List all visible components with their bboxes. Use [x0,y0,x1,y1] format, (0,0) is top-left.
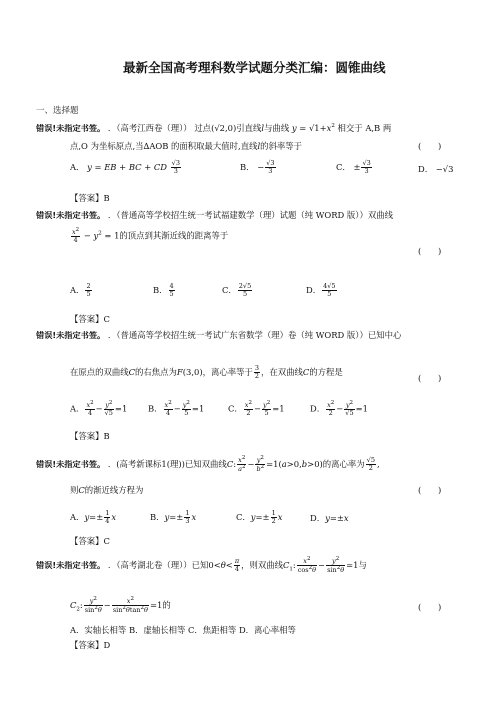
question-5-answer: 【答案】D [70,640,111,650]
question-1: 错误!未指定书签。 ．（高考江西卷（理）） 过点(√2,0)引直线l与曲线 $y = √1+x^2$ 相交于 A,B 两 [36,123,392,133]
question-1-option-d: D． −√3 [418,164,454,174]
question-5-options: A．实轴长相等 B．虚轴长相等 C．焦距相等 D．离心率相等 [70,625,296,635]
question-3-answer: 【答案】B [70,431,110,441]
question-3: 错误!未指定书签。 ．（普通高等学校招生统一考试广东省数学（理）卷（纯 WORD 版））已知中心 [36,330,402,340]
question-2-line2: $\frac{x^2}{4}$ − $y^2 = 1$的顶点到其渐近线的距离等于 [72,227,229,244]
question-1-options: A． y = EB + BC + CD $\frac{√3}{3}$ [70,159,180,175]
question-1-answer: 【答案】B [70,193,110,203]
question-1-line2: 点,O 为坐标原点,当∆AOB 的面积取最大值时,直线l的斜率等于 [70,141,303,151]
question-4-answer: 【答案】C [70,536,110,546]
question-4-line2: 则C的渐近线方程为 [70,485,144,495]
section-heading: 一、选择题 [36,106,79,116]
question-5-line2: $C_2$: $\frac{y^2}{\sin^2\theta}$ − $\frac{x^2}{\sin^2\theta\tan^2\theta}$ =1的 [70,596,171,615]
question-2: 错误!未指定书签。 ．（普通高等学校招生统一考试福建数学（理）试题（纯 WORD 版））双曲线 [36,210,393,220]
error-label: 错误!未指定书签。 [36,123,106,133]
question-3-options: A． $\frac{x^2}{4}$ − $\frac{y^2}{√5}$ =1 [70,400,128,417]
question-5: 错误!未指定书签。 ．（高考湖北卷（理））已知0<θ< $\frac{\pi}{4}$ ，则双曲线$C_1$: $\frac{x^2}{\cos^2\theta}$ − $\frac{y^2}{\sin^2\theta}$ =1与 [36,556,367,575]
question-2-options: A． $\frac{2}{5}$ [70,282,91,298]
question-1-option-c: C． ± $\frac{√3}{3}$ [336,159,371,175]
question-2-answer: 【答案】C [70,314,110,324]
question-4: 错误!未指定书签。 ．(高考新课标1(理))已知双曲线C: $\frac{x^2}{a^2}$ − $\frac{y^2}{b^2}$ =1(a>0,b>0)的离心率为 $\frac{√5}{2}$ , [36,455,380,474]
question-4-options: A．y=± $\frac{1}{4}$ x [70,509,117,525]
answer-blank: ( ) [418,141,442,151]
page-title: 最新全国高考理科数学试题分类汇编：圆锥曲线 [123,60,386,75]
question-3-line2: 在原点的双曲线C的右焦点为F(3,0)，离心率等于 $\frac{3}{2}$ ，在双曲线C的方程是 [70,364,343,380]
question-1-option-b: B． − $\frac{√3}{3}$ [240,159,275,175]
question-source: ．（高考江西卷（理）） [107,123,192,133]
